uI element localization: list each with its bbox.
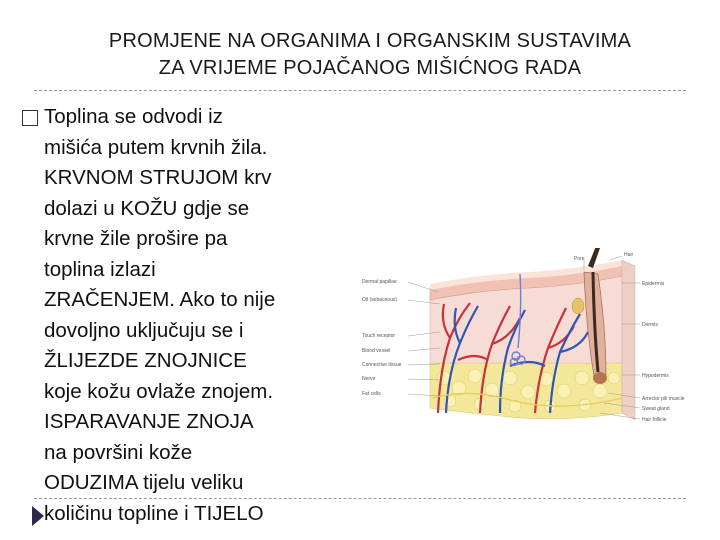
- paragraph-line: koje kožu ovlaže znojem.: [44, 379, 274, 403]
- slide-title-line-1: PROMJENE NA ORGANIMA I ORGANSKIM SUSTAVIMA: [108, 30, 632, 52]
- label-nerve: Nerve: [362, 376, 376, 382]
- label-hair-follicle: Hair follicle: [642, 417, 667, 423]
- paragraph-line: dovoljno uključuju se i: [44, 318, 244, 342]
- bullet-paragraph: [44, 102, 364, 529]
- label-touch-receptor: Touch receptor: [362, 333, 396, 339]
- label-arrector-pili: Arrector pili muscle: [642, 396, 685, 402]
- label-dermis: Dermis: [642, 322, 658, 328]
- paragraph-line: količinu topline i TIJELO: [44, 501, 264, 525]
- play-arrow-icon[interactable]: [32, 506, 44, 526]
- label-oil-gland: Oil (sebaceous): [362, 297, 398, 303]
- paragraph-line: Toplina se odvodi iz: [44, 105, 223, 128]
- label-sweat-gland: Sweat gland: [642, 406, 670, 412]
- paragraph-line: dolazi u KOŽU gdje se: [44, 196, 250, 220]
- skin-cross-section-illustration: [360, 248, 700, 438]
- slide-title-line-2: ZA VRIJEME POJAČANOG MIŠIĆNOG RADA: [158, 57, 582, 79]
- label-epidermis: Epidermis: [642, 281, 665, 287]
- label-dermal-papillae: Dermal papillae: [362, 279, 397, 285]
- label-blood-vessel: Blood vessel: [362, 348, 391, 354]
- label-hypodermis: Hypodermis: [642, 373, 669, 379]
- label-pore: Pore: [574, 256, 585, 262]
- paragraph-line: ODUZIMA tijelu veliku: [44, 471, 244, 494]
- paragraph-line: toplina izlazi: [44, 257, 156, 281]
- paragraph-line: ZRAČENJEM. Ako to nije: [44, 288, 276, 311]
- paragraph-line: KRVNOM STRUJOM krv: [44, 166, 272, 189]
- paragraph-line: ŽLIJEZDE ZNOJNICE: [44, 349, 247, 372]
- title-divider: [34, 90, 686, 91]
- paragraph-line: ISPARAVANJE ZNOJA: [44, 410, 254, 433]
- label-connective-tissue: Connective tissue: [362, 362, 402, 368]
- slide-title: [40, 28, 700, 82]
- bullet-square-icon: [22, 110, 38, 126]
- paragraph-line: mišića putem krvnih žila.: [44, 135, 268, 159]
- label-fat-cells: Fat cells: [362, 391, 381, 397]
- skin-diagram-svg: [360, 248, 700, 438]
- paragraph-line: na površini kože: [44, 440, 193, 464]
- footer-divider: [34, 498, 686, 499]
- label-hair: Hair: [624, 252, 634, 258]
- paragraph-line: krvne žile proširе pa: [44, 227, 228, 250]
